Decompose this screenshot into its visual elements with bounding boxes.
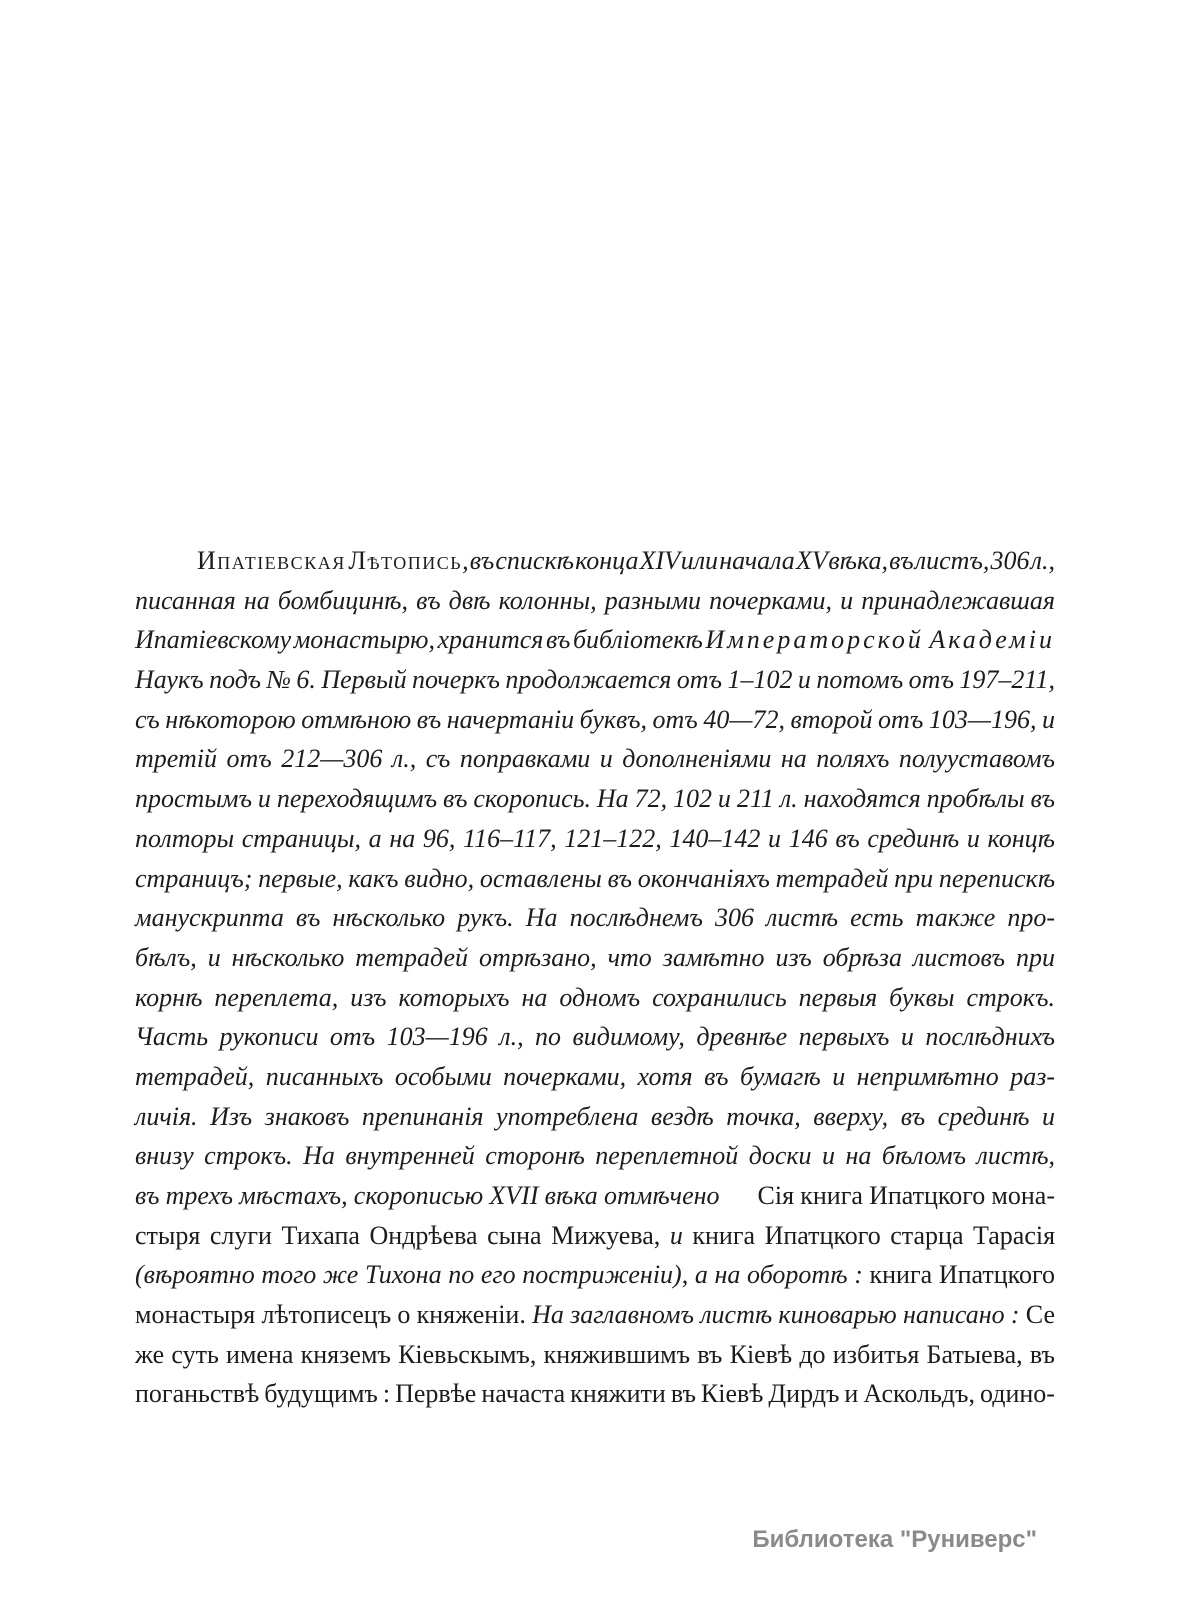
text-segment: монастыря лѣтописецъ о княженіи.	[135, 1300, 533, 1330]
text-line	[135, 1097, 1055, 1137]
text-line-content	[135, 1379, 1055, 1408]
text-line-content	[135, 903, 1055, 932]
text-segment: поганьствѣ будущимъ : Первѣе начаста княжити въ Кіевѣ Дирдъ и Аскольдъ, одино-	[135, 1379, 1055, 1409]
text-line-content	[135, 1102, 1055, 1131]
text-segment: На заглавномъ листѣ киноварью написано :	[532, 1300, 1026, 1330]
text-segment: Наукъ подъ № 6. Первый почеркъ продолжается отъ 1–102 и потомъ отъ 197–211,	[135, 665, 1055, 695]
text-line	[135, 779, 1055, 819]
text-line	[135, 1295, 1055, 1335]
text-segment: простымъ и переходящимъ въ скоропись. На 72, 102 и 211 л. находятся пробѣлы въ	[135, 784, 1055, 814]
text-segment: страницъ; первые, какъ видно, оставлены въ окончаніяхъ тетрадей при перепискѣ	[135, 863, 1056, 893]
text-segment: бѣлъ, и нѣсколько тетрадей отрѣзано, что замѣтно изъ обрѣза листовъ при	[135, 942, 1055, 972]
text-line	[135, 1176, 1055, 1216]
text-line-content	[135, 824, 1055, 853]
text-line	[135, 1216, 1055, 1256]
text-segment: стыря слуги Тихапа Ондрѣева сына Мижуева,	[135, 1220, 670, 1250]
text-segment: внизу строкъ. На внутренней сторонѣ переплетной доски и на бѣломъ листѣ,	[135, 1141, 1056, 1171]
text-segment: въ трехъ мѣстахъ, скорописью XVII вѣка отмѣчено	[135, 1181, 720, 1210]
text-segment: полторы страницы, а на 96, 116–117, 121–122, 140–142 и 146 въ срединѣ и концѣ	[135, 823, 1055, 853]
text-line	[135, 700, 1055, 740]
text-line	[135, 541, 1055, 581]
text-segment: , въ спискѣ конца XIV или начала XV вѣка, въ листъ, 306 л.,	[462, 546, 1056, 575]
text-segment: писанная на бомбицинѣ, въ двѣ колонны, разными почерками, и принадлежавшая	[135, 585, 1055, 615]
text-line	[135, 938, 1055, 978]
text-segment: третій отъ 212—306 л., съ поправками и дополненіями на поляхъ полууставомъ	[135, 744, 1056, 774]
text-segment: съ нѣкоторою отмѣною въ начертаніи буквъ, отъ 40—72, второй отъ 103—196, и	[135, 704, 1056, 734]
text-segment: Се	[1025, 1300, 1055, 1330]
text-line-content	[135, 1340, 1055, 1369]
text-segment: Ипатіевская Лѣтопись	[197, 546, 463, 575]
text-segment: Ипатіевскому монастырю, хранится въ библіотекѣ	[135, 625, 706, 655]
text-line-content	[135, 1181, 1055, 1210]
text-line-content	[135, 1022, 1055, 1051]
text-line	[135, 1255, 1055, 1295]
text-segment: книга Ипатцкого	[869, 1260, 1055, 1290]
text-segment: манускрипта въ нѣсколько рукъ. На послѣднемъ 306 листѣ есть также про-	[135, 903, 1056, 933]
text-line	[135, 620, 1055, 660]
text-line	[135, 739, 1055, 779]
text-line-content	[135, 943, 1055, 972]
text-line-content	[135, 864, 1055, 893]
text-line-content	[135, 1221, 1055, 1250]
text-line	[135, 1335, 1055, 1375]
text-line-content	[135, 983, 1055, 1012]
text-line	[135, 898, 1055, 938]
text-line-content	[135, 546, 1055, 575]
text-line	[135, 1374, 1055, 1414]
text-segment: же суть имена княземъ Кіевьскымъ, княжившимъ въ Кіевѣ до избитья Батыева, въ	[135, 1339, 1055, 1369]
text-line-content	[135, 1141, 1055, 1170]
text-line	[135, 1017, 1055, 1057]
text-line	[135, 581, 1055, 621]
text-line-content	[135, 1300, 1055, 1329]
text-segment: Императорской Академіи	[705, 625, 1055, 655]
text-line	[135, 819, 1055, 859]
text-line-content	[135, 1062, 1055, 1091]
text-segment: (вѣроятно того же Тихона по его постриженіи), а на оборотѣ :	[135, 1260, 870, 1290]
text-segment: тетрадей, писанныхъ особыми почерками, хотя въ бумагѣ и непримѣтно раз-	[135, 1061, 1056, 1091]
text-line-content	[135, 586, 1055, 615]
text-block	[135, 541, 1055, 1414]
text-line	[135, 660, 1055, 700]
text-line	[135, 978, 1055, 1018]
text-line	[135, 1136, 1055, 1176]
text-segment: Часть рукописи отъ 103—196 л., по видимому, древнѣе первыхъ и послѣднихъ	[135, 1022, 1056, 1052]
text-line-content	[135, 744, 1055, 773]
text-line-content	[135, 1260, 1055, 1289]
text-line-content	[135, 705, 1055, 734]
text-segment: корнѣ переплета, изъ которыхъ на одномъ сохранились первыя буквы строкъ.	[135, 982, 1055, 1012]
text-line	[135, 1057, 1055, 1097]
text-line-content	[135, 625, 1055, 654]
text-segment: и	[669, 1220, 693, 1250]
text-segment: личія. Изъ знаковъ препинанія употреблена вездѣ точка, вверху, въ срединѣ и	[135, 1101, 1056, 1131]
text-line-content	[135, 784, 1055, 813]
text-line	[135, 859, 1055, 899]
watermark: Библиотека "Руниверс"	[752, 1526, 1037, 1553]
text-segment: Сія книга Ипатцкого мона-	[757, 1181, 1055, 1210]
text-segment: книга Ипатцкого старца Тарасія	[692, 1220, 1056, 1250]
text-line-content	[135, 665, 1055, 694]
